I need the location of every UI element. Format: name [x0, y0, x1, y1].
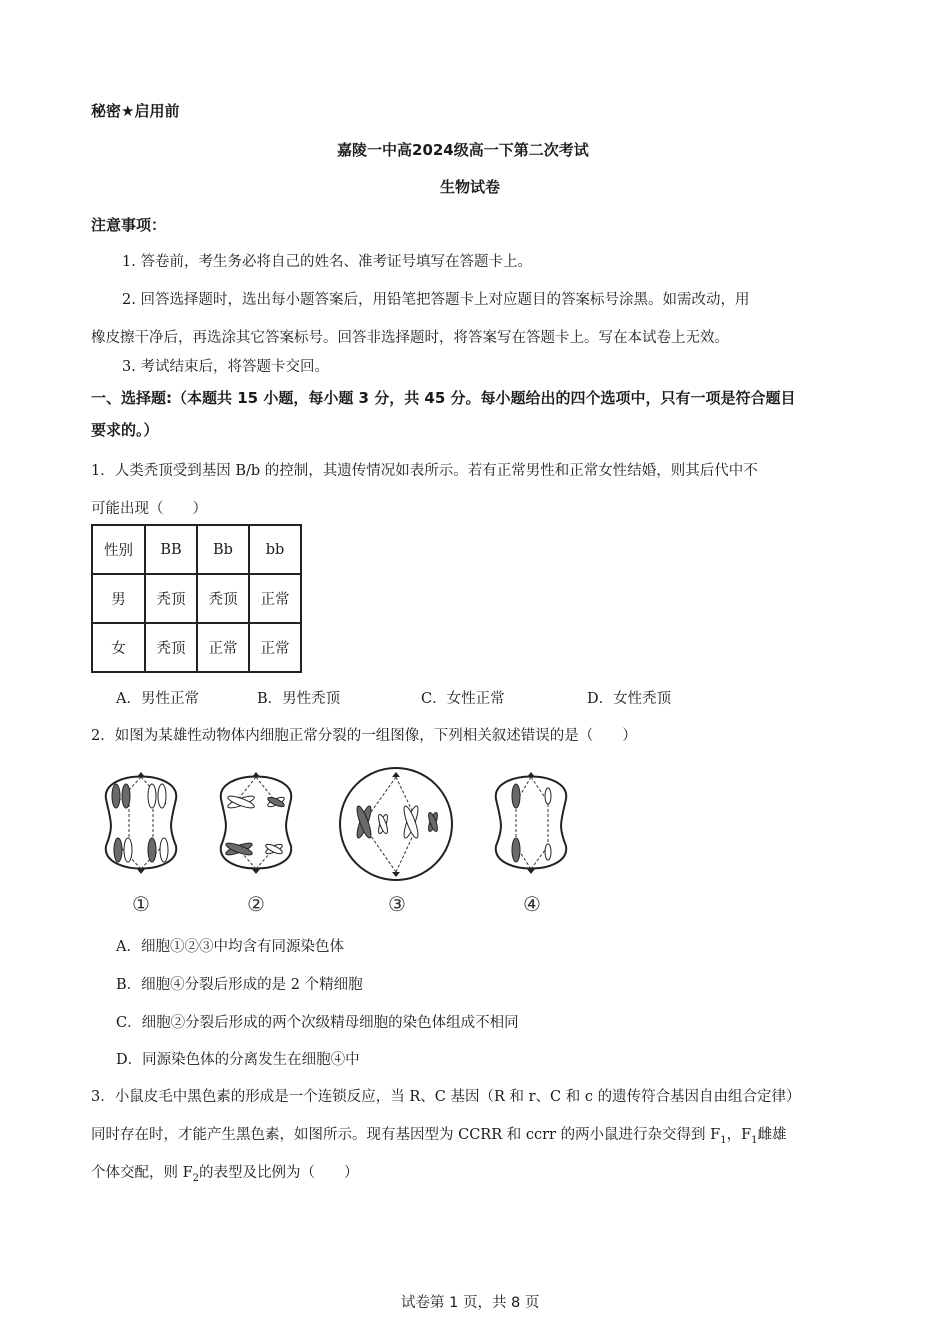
table-cell: Bb: [197, 525, 249, 574]
cell-2-diagram: [221, 772, 291, 874]
q1-option-d: D．女性秃顶: [587, 691, 672, 707]
table-cell: 秃顶: [145, 574, 197, 623]
table-cell: 正常: [249, 623, 301, 672]
figure-label-1: ①: [132, 892, 150, 916]
q2-option-d: D．同源染色体的分离发生在细胞④中: [116, 1052, 360, 1068]
notice-item-2: 2. 回答选择题时，选出每小题答案后，用铅笔把答题卡上对应题目的答案标号涂黑。如需改动，用: [122, 292, 750, 308]
table-cell: 男: [92, 574, 145, 623]
table-cell: 正常: [249, 574, 301, 623]
q2-option-b: B．细胞④分裂后形成的是 2 个精细胞: [116, 977, 363, 993]
table-cell: 秃顶: [145, 623, 197, 672]
table-cell: 女: [92, 623, 145, 672]
q3-stem: 3．小鼠皮毛中黑色素的形成是一个连锁反应，当 R、C 基因（R 和 r、C 和 c 的遗传符合基因自由组合定律）: [91, 1089, 801, 1105]
q2-option-c: C．细胞②分裂后形成的两个次级精母细胞的染色体组成不相同: [116, 1015, 519, 1031]
notice-item-3: 3. 考试结束后，将答题卡交回。: [122, 359, 329, 375]
q3-stem-cont: 同时存在时，才能产生黑色素，如图所示。现有基因型为 CCRR 和 ccrr 的两小鼠进行杂交得到 $F_1$，$F_1$雌雄: [91, 1127, 787, 1146]
cell-1-diagram: [106, 772, 176, 874]
notice-heading: 注意事项：: [91, 216, 167, 234]
table-row: [92, 525, 301, 574]
notice-item-2-cont: 橡皮擦干净后，再选涂其它答案标号。回答非选择题时，将答案写在答题卡上。写在本试卷上无效。: [91, 330, 729, 346]
q2-option-a: A．细胞①②③中均含有同源染色体: [116, 939, 344, 955]
figure-label-4: ④: [523, 892, 541, 916]
notice-item-1: 1. 答卷前，考生务必将自己的姓名、准考证号填写在答题卡上。: [122, 254, 532, 270]
cell-3-diagram: [340, 768, 452, 880]
figure-label-2: ②: [247, 892, 265, 916]
subject-title: 生物试卷: [440, 178, 501, 196]
figure-label-3: ③: [388, 892, 406, 916]
q1-option-c: C．女性正常: [421, 691, 505, 707]
cell-4-diagram: [496, 772, 566, 874]
q1-option-b: B．男性秃顶: [257, 691, 341, 707]
q1-stem: 1．人类秃顶受到基因 B/b 的控制，其遗传情况如表所示。若有正常男性和正常女性结婚，则其后代中不: [91, 463, 758, 479]
exam-title: 嘉陵一中高2024级高一下第二次考试: [337, 141, 589, 159]
table-cell: 正常: [197, 623, 249, 672]
table-cell: BB: [145, 525, 197, 574]
cell-division-figure: [96, 764, 596, 920]
page-footer: 试卷第 1 页，共 8 页: [401, 1295, 540, 1311]
table-row: [92, 574, 301, 623]
table-cell: 性别: [92, 525, 145, 574]
table-row: [92, 623, 301, 672]
q1-table: [91, 524, 302, 673]
q3-stem-end: 个体交配，则 $F_2$的表型及比例为（ ）: [91, 1165, 359, 1184]
q1-option-a: A．男性正常: [116, 691, 199, 707]
table-cell: bb: [249, 525, 301, 574]
confidential-label: 秘密★启用前: [91, 102, 180, 120]
q2-stem: 2．如图为某雄性动物体内细胞正常分裂的一组图像，下列相关叙述错误的是（ ）: [91, 728, 637, 744]
section-heading-cont: 要求的。）: [91, 421, 159, 439]
section-heading: 一、选择题:（本题共 15 小题，每小题 3 分，共 45 分。每小题给出的四个选项中，只有一项是符合题目: [91, 389, 796, 407]
table-cell: 秃顶: [197, 574, 249, 623]
q1-stem-cont: 可能出现（ ）: [91, 501, 207, 517]
